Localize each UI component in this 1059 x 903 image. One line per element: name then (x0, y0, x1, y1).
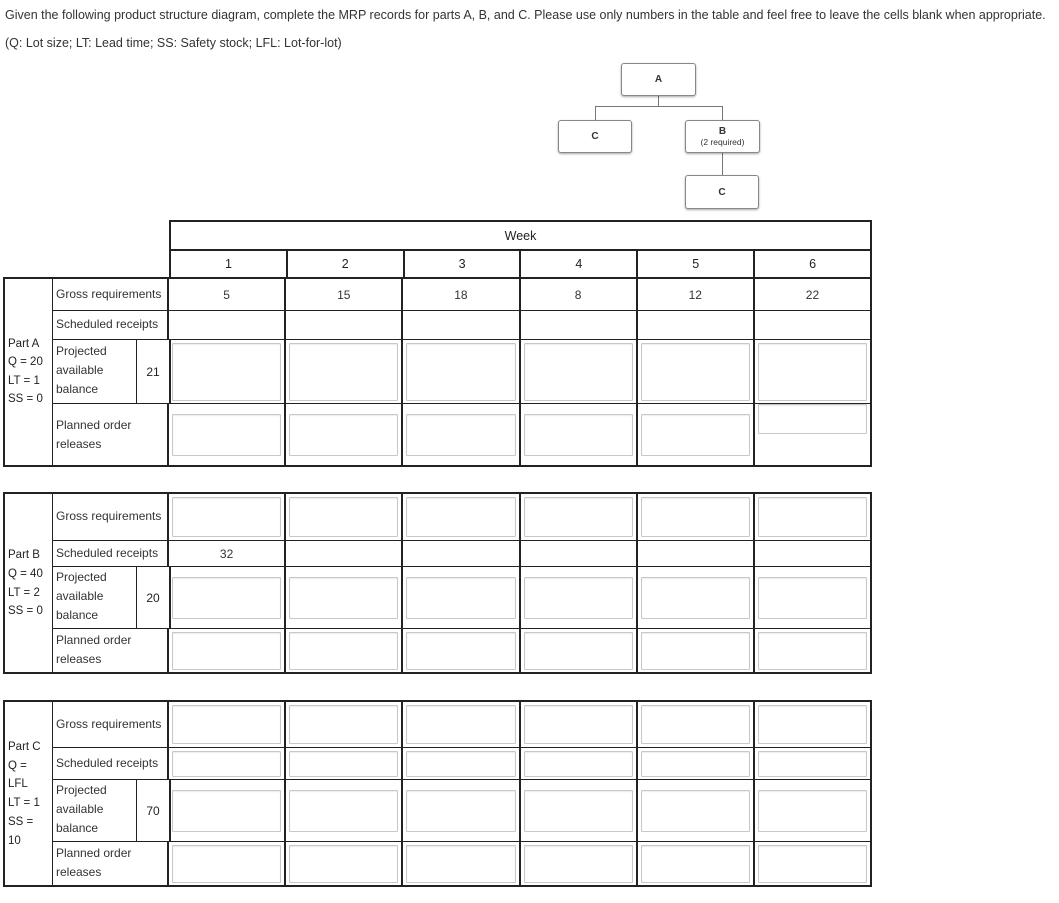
part-b-gross-input[interactable] (289, 497, 398, 537)
part-a-gross-cell: 12 (636, 279, 753, 310)
part-a-lead-time: LT = 1 (8, 375, 40, 387)
part-b-projected-input[interactable] (524, 577, 633, 619)
part-c-planned-input[interactable] (524, 845, 633, 883)
part-c-scheduled-input[interactable] (172, 751, 281, 777)
part-b-gross-input[interactable] (758, 497, 867, 537)
part-a-label (5, 279, 53, 465)
part-b-lot-size: Q = 40 (8, 568, 43, 580)
part-a-planned-input[interactable] (406, 414, 515, 456)
node-b (685, 120, 760, 153)
week-numbers-row (169, 249, 872, 279)
part-c-lot-size-value: LFL (8, 778, 28, 790)
part-a-scheduled-cell (636, 311, 753, 340)
part-a-name: Part A (8, 338, 40, 350)
part-b-scheduled-cell (753, 541, 870, 567)
part-c-projected-row (53, 779, 870, 842)
part-a-gross-cell: 8 (519, 279, 636, 310)
part-c-projected-input[interactable] (524, 790, 633, 832)
part-b-projected-row (53, 566, 870, 629)
part-a-gross-cell: 18 (401, 279, 518, 310)
week-number: 5 (636, 251, 753, 277)
legend-text: (Q: Lot size; LT: Lead time; SS: Safety stock; LFL: Lot-for-lot) (5, 36, 342, 50)
part-b-scheduled-row (53, 540, 870, 567)
projected-label-1: Projected (56, 570, 107, 584)
part-b-planned-input[interactable] (758, 632, 867, 670)
part-b-gross-input[interactable] (172, 497, 281, 537)
node-a-label: A (654, 74, 663, 85)
instructions-text: Given the following product structure diagram, complete the MRP records for parts A, B, and C. Please use only numbers in the table and feel free to leave the cells blank when appropriate. (5, 8, 1046, 22)
part-c-scheduled-row (53, 747, 870, 780)
node-c-left (558, 120, 632, 153)
part-c-scheduled-input[interactable] (758, 751, 867, 777)
part-b-initial-balance: 20 (137, 567, 171, 629)
week-number: 3 (403, 251, 520, 277)
part-a-projected-row (53, 339, 870, 404)
part-c-projected-input[interactable] (406, 790, 515, 832)
part-a-projected-input[interactable] (172, 343, 281, 401)
part-a-planned-input[interactable] (641, 414, 750, 456)
part-a-projected-input[interactable] (406, 343, 515, 401)
planned-label-1: Planned order (56, 418, 132, 432)
part-c-gross-input[interactable] (289, 705, 398, 744)
part-c-scheduled-input[interactable] (524, 751, 633, 777)
part-a-scheduled-cell (519, 311, 636, 340)
product-structure-diagram (0, 0, 1059, 220)
part-c-projected-input[interactable] (758, 790, 867, 832)
part-b-projected-input[interactable] (172, 577, 281, 619)
part-c-label (5, 702, 53, 885)
part-b-name: Part B (8, 549, 40, 561)
projected-label-3: balance (56, 382, 99, 396)
part-c-record (3, 700, 872, 887)
part-a-projected-input[interactable] (641, 343, 750, 401)
part-c-safety-stock: SS = (8, 816, 34, 828)
scheduled-label: Scheduled receipts (56, 317, 159, 331)
part-a-initial-balance: 21 (137, 340, 171, 404)
part-b-gross-input[interactable] (406, 497, 515, 537)
week-header-label: Week (504, 228, 537, 243)
part-c-planned-input[interactable] (406, 845, 515, 883)
node-b-note: (2 required) (700, 136, 745, 147)
part-a-scheduled-cell (169, 311, 284, 340)
scheduled-label: Scheduled receipts (56, 546, 159, 560)
week-number: 2 (286, 251, 403, 277)
node-c-left-label: C (591, 131, 599, 142)
part-b-projected-input[interactable] (758, 577, 867, 619)
part-a-projected-input[interactable] (524, 343, 633, 401)
part-b-scheduled-cell (636, 541, 753, 567)
part-c-projected-input[interactable] (641, 790, 750, 832)
projected-label-2: available (56, 802, 104, 816)
part-a-gross-cell: 15 (284, 279, 401, 310)
part-c-scheduled-input[interactable] (406, 751, 515, 777)
projected-label-1: Projected (56, 344, 107, 358)
part-b-planned-input[interactable] (524, 632, 633, 670)
part-b-planned-input[interactable] (641, 632, 750, 670)
part-b-gross-input[interactable] (524, 497, 633, 537)
part-a-projected-input[interactable] (289, 343, 398, 401)
part-a-planned-input[interactable] (172, 414, 281, 456)
part-c-scheduled-input[interactable] (641, 751, 750, 777)
part-c-lead-time: LT = 1 (8, 797, 40, 809)
part-c-gross-input[interactable] (758, 705, 867, 744)
planned-label-2: releases (56, 437, 102, 451)
scheduled-label: Scheduled receipts (56, 756, 159, 770)
part-b-label (5, 494, 53, 672)
part-a-planned-input[interactable] (524, 414, 633, 456)
part-a-projected-input[interactable] (758, 343, 867, 401)
part-b-projected-input[interactable] (641, 577, 750, 619)
part-b-scheduled-cell (519, 541, 636, 567)
projected-label-3: balance (56, 608, 99, 622)
part-a-gross-cell: 5 (223, 287, 230, 302)
week-number: 6 (753, 251, 870, 277)
part-c-lot-size: Q = (8, 760, 27, 772)
planned-label-1: Planned order (56, 846, 132, 860)
part-a-record (3, 277, 872, 467)
gross-label: Gross requirements (56, 717, 162, 731)
part-c-gross-input[interactable] (641, 705, 750, 744)
part-a-planned-input[interactable] (289, 414, 398, 456)
gross-label: Gross requirements (56, 509, 162, 523)
part-b-lead-time: LT = 2 (8, 587, 40, 599)
gross-label: Gross requirements (56, 287, 162, 301)
projected-label-2: available (56, 363, 104, 377)
part-a-scheduled-cell (284, 311, 401, 340)
part-c-scheduled-input[interactable] (289, 751, 398, 777)
part-b-scheduled-cell (284, 541, 401, 567)
part-b-planned-row (53, 628, 870, 673)
part-c-projected-input[interactable] (172, 790, 281, 832)
node-a (621, 63, 696, 96)
part-c-planned-input[interactable] (289, 845, 398, 883)
part-c-gross-row (53, 702, 870, 747)
projected-label-1: Projected (56, 783, 107, 797)
planned-label-2: releases (56, 652, 102, 666)
planned-label-1: Planned order (56, 633, 132, 647)
part-c-planned-input[interactable] (641, 845, 750, 883)
part-c-projected-input[interactable] (289, 790, 398, 832)
part-b-planned-input[interactable] (406, 632, 515, 670)
part-b-safety-stock: SS = 0 (8, 605, 43, 617)
part-c-gross-input[interactable] (524, 705, 633, 744)
part-a-safety-stock: SS = 0 (8, 393, 43, 405)
part-a-scheduled-cell (401, 311, 518, 340)
projected-label-2: available (56, 589, 104, 603)
part-c-gross-input[interactable] (406, 705, 515, 744)
node-b-label: B (718, 125, 727, 137)
part-c-planned-input[interactable] (758, 845, 867, 883)
part-b-planned-input[interactable] (289, 632, 398, 670)
node-c-right (685, 175, 759, 209)
part-b-planned-input[interactable] (172, 632, 281, 670)
part-c-planned-row (53, 841, 870, 886)
part-b-scheduled-cell: 32 (219, 547, 234, 561)
part-a-gross-row (53, 279, 870, 310)
week-number: 4 (519, 251, 636, 277)
planned-label-2: releases (56, 865, 102, 879)
part-a-planned-row (53, 403, 870, 466)
projected-label-3: balance (56, 821, 99, 835)
week-header (169, 220, 872, 251)
part-c-safety-stock-value: 10 (8, 835, 21, 847)
node-c-right-label: C (718, 186, 726, 198)
part-c-planned-input[interactable] (172, 845, 281, 883)
part-b-projected-input[interactable] (406, 577, 515, 619)
part-a-scheduled-cell (753, 311, 870, 340)
part-a-lot-size: Q = 20 (8, 356, 43, 368)
part-a-planned-input[interactable] (758, 404, 867, 434)
part-c-gross-input[interactable] (172, 705, 281, 744)
week-number: 1 (224, 257, 232, 271)
part-b-projected-input[interactable] (289, 577, 398, 619)
part-a-gross-cell: 22 (753, 279, 870, 310)
part-b-record (3, 492, 872, 674)
part-c-name: Part C (8, 741, 41, 753)
part-b-gross-input[interactable] (641, 497, 750, 537)
part-b-gross-row (53, 494, 870, 540)
part-a-scheduled-row (53, 310, 870, 340)
part-b-scheduled-cell (401, 541, 518, 567)
part-c-initial-balance: 70 (137, 780, 171, 842)
